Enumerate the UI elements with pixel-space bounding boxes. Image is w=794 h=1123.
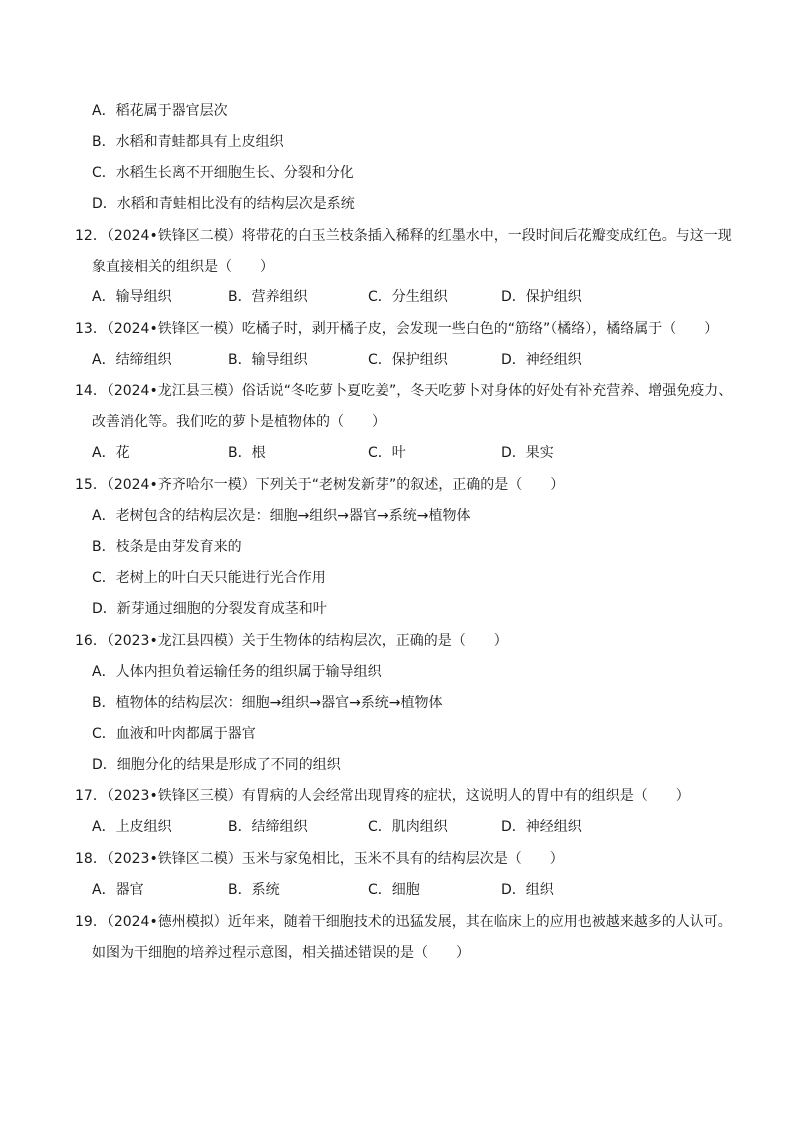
q16-option-c: C．血液和叶肉都属于器官 (92, 726, 256, 742)
q14-option-d: D．果实 (501, 445, 554, 461)
q14-option-a: A．花 (92, 445, 130, 461)
q18-option-d: D．组织 (501, 882, 554, 898)
q15-option-a: A．老树包含的结构层次是：细胞→组织→器官→系统→植物体 (92, 508, 471, 524)
q19-stem-line2: 如图为干细胞的培养过程示意图，相关描述错误的是（ ） (92, 945, 470, 961)
q14-options (0, 443, 794, 463)
q15-option-b: B．枝条是由芽发育来的 (92, 539, 242, 555)
q14-option-b: B．根 (228, 445, 266, 461)
q12-stem-line2: 象直接相关的组织是（ ） (92, 259, 274, 275)
q12-option-a: A．输导组织 (92, 289, 172, 305)
q18-options (0, 880, 794, 900)
q14-stem-line2: 改善消化等。我们吃的萝卜是植物体的（ ） (92, 414, 386, 430)
q17-options (0, 817, 794, 837)
q17-option-b: B．结缔组织 (228, 819, 308, 835)
q11-option-d: D．水稻和青蛙相比没有的结构层次是系统 (92, 196, 355, 212)
q18-option-a: A．器官 (92, 882, 144, 898)
q12-stem-line1: 12．（2024•铁锋区二模）将带花的白玉兰枝条插入稀释的红墨水中，一段时间后花瓣变成红色。与这一现 (75, 228, 732, 244)
q16-option-b: B．植物体的结构层次：细胞→组织→器官→系统→植物体 (92, 695, 443, 711)
q18-option-b: B．系统 (228, 882, 280, 898)
q11-option-a: A．稻花属于器官层次 (92, 103, 228, 119)
q13-option-b: B．输导组织 (228, 352, 308, 368)
q16-option-d: D．细胞分化的结果是形成了不同的组织 (92, 757, 341, 773)
q16-stem-line1: 16．（2023•龙江县四模）关于生物体的结构层次，正确的是（ ） (75, 633, 508, 649)
q17-option-d: D．神经组织 (501, 819, 582, 835)
q11-option-b: B．水稻和青蛙都具有上皮组织 (92, 134, 284, 150)
q17-option-c: C．肌肉组织 (368, 819, 448, 835)
q13-option-d: D．神经组织 (501, 352, 582, 368)
q13-option-c: C．保护组织 (368, 352, 448, 368)
q15-option-c: C．老树上的叶白天只能进行光合作用 (92, 570, 326, 586)
q19-stem-line1: 19．（2024•德州模拟）近年来，随着干细胞技术的迅猛发展，其在临床上的应用也被越来越多的人认可。 (75, 914, 732, 930)
q12-option-d: D．保护组织 (501, 289, 582, 305)
q12-option-c: C．分生组织 (368, 289, 448, 305)
q12-options (0, 287, 794, 307)
q15-option-d: D．新芽通过细胞的分裂发育成茎和叶 (92, 601, 327, 617)
q15-stem-line1: 15．（2024•齐齐哈尔一模）下列关于“老树发新芽”的叙述，正确的是（ ） (75, 477, 565, 493)
q14-stem-line1: 14．（2024•龙江县三模）俗话说“冬吃萝卜夏吃姜”，冬天吃萝卜对身体的好处有补充营养、增强免疫力、 (75, 383, 733, 399)
q12-option-b: B．营养组织 (228, 289, 308, 305)
q11-option-c: C．水稻生长离不开细胞生长、分裂和分化 (92, 165, 354, 181)
q13-option-a: A．结缔组织 (92, 352, 172, 368)
q18-stem-line1: 18．（2023•铁锋区二模）玉米与家兔相比，玉米不具有的结构层次是（ ） (75, 851, 564, 867)
q16-option-a: A．人体内担负着运输任务的组织属于输导组织 (92, 664, 382, 680)
q14-option-c: C．叶 (368, 445, 406, 461)
q17-option-a: A．上皮组织 (92, 819, 172, 835)
q13-stem-line1: 13．（2024•铁锋区一模）吃橘子时，剥开橘子皮，会发现一些白色的“筋络”（橘络），橘络属于（ ） (75, 321, 719, 337)
q18-option-c: C．细胞 (368, 882, 420, 898)
q13-options (0, 350, 794, 370)
q17-stem-line1: 17．（2023•铁锋区三模）有胃病的人会经常出现胃疼的症状，这说明人的胃中有的组织是（ ） (75, 788, 690, 804)
